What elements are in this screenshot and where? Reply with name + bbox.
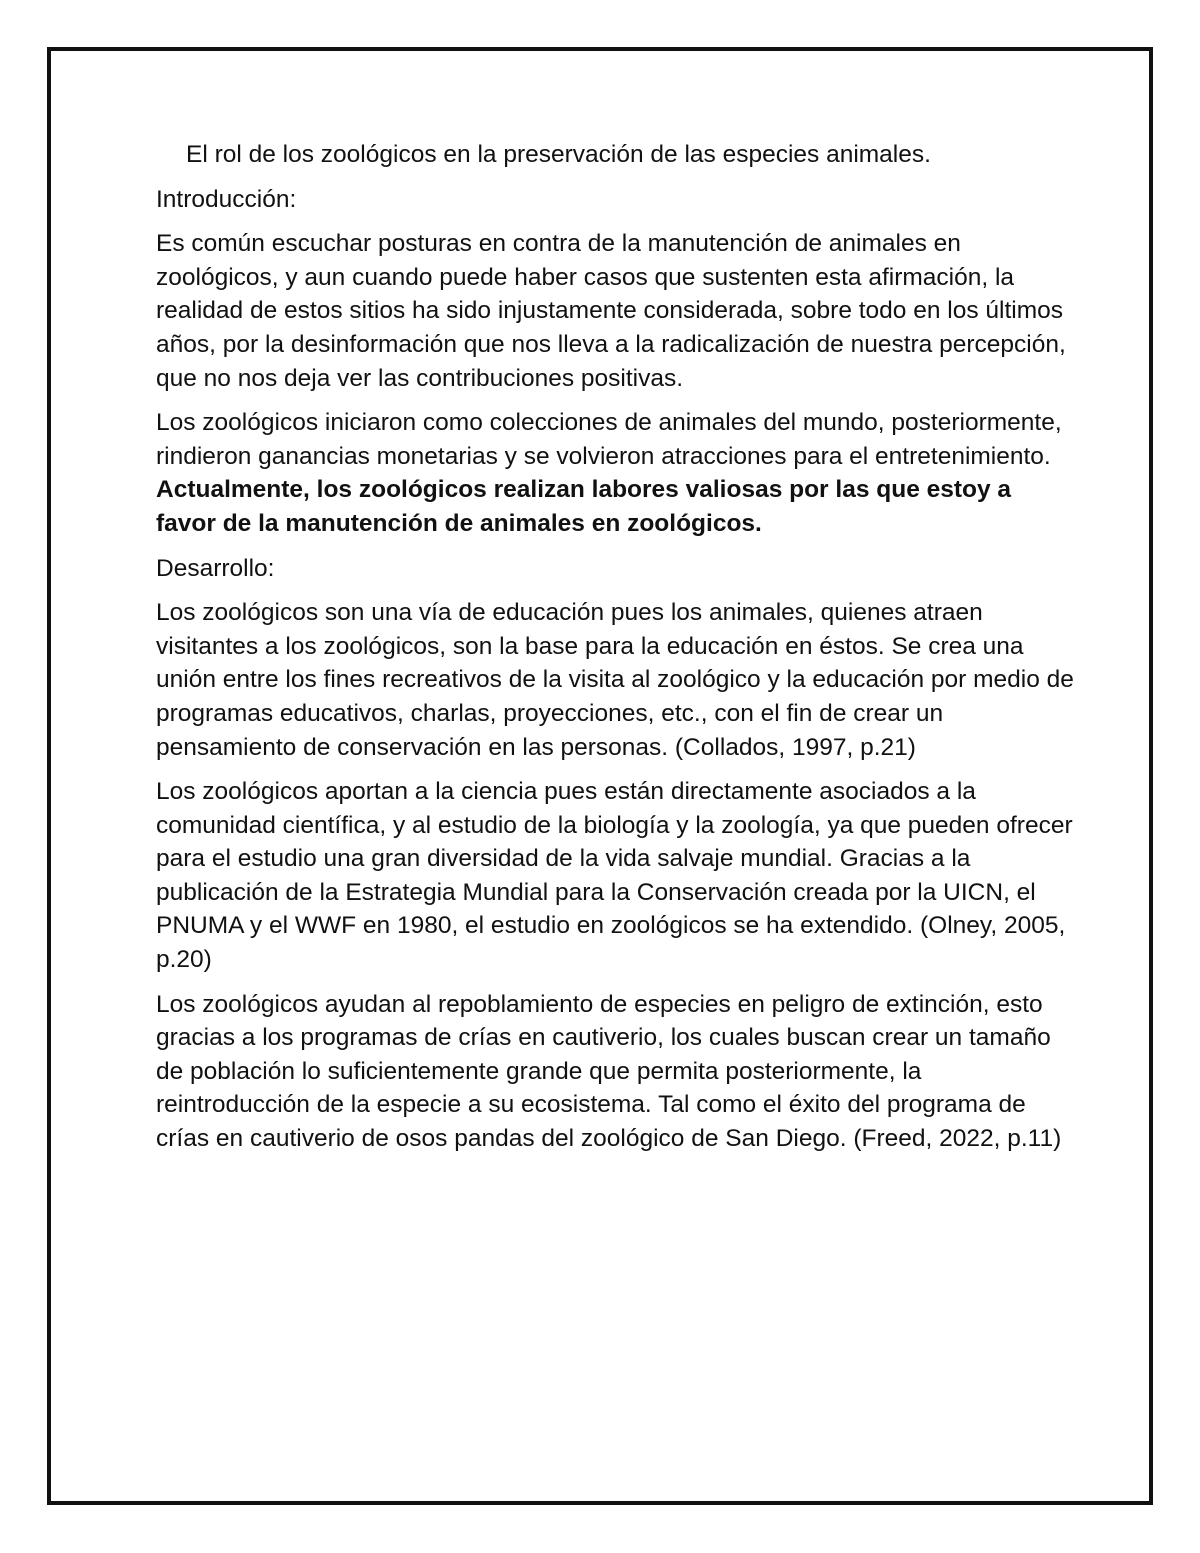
document-body	[156, 138, 1076, 1167]
intro-paragraph-2	[156, 406, 1076, 540]
intro-heading: Introducción:	[156, 185, 297, 213]
intro-paragraph-2-text: Los zoológicos iniciaron como colecciones de animales del mundo, posteriormente, rindieron ganancias monetarias y se volvieron atracciones para el entretenimiento.	[156, 409, 1062, 470]
development-paragraph-3: Los zoológicos ayudan al repoblamiento de especies en peligro de extinción, esto gracias a los programas de crías en cautiverio, los cuales buscan crear un tamaño de población lo suficientemente grande que permita posteriormente, la reintroducción de la especie a su ecosistema. Tal como el éxito del programa de crías en cautiverio de osos pandas del zoológico de San Diego. (Freed, 2022, p.11)	[156, 990, 1062, 1153]
development-heading: Desarrollo:	[156, 554, 275, 582]
intro-paragraph-1: Es común escuchar posturas en contra de la manutención de animales en zoológicos, y aun cuando puede haber casos que sustenten esta afirmación, la realidad de estos sitios ha sido injustamente considerada, sobre todo en los últimos años, por la desinformación que nos lleva a la radicalización de nuestra percepción, que no nos deja ver las contribuciones positivas.	[156, 230, 1066, 392]
development-paragraph-1: Los zoológicos son una vía de educación pues los animales, quienes atraen visitantes a los zoológicos, son la base para la educación en éstos. Se crea una unión entre los fines recreativos de la visita al zoológico y la educación por medio de programas educativos, charlas, proyecciones, etc., con el fin de crear un pensamiento de conservación en las personas. (Collados, 1997, p.21)	[156, 599, 1074, 761]
document-title: El rol de los zoológicos en la preservación de las especies animales.	[186, 141, 931, 168]
thesis-statement: Actualmente, los zoológicos realizan labores valiosas por las que estoy a favor de la manutención de animales en zoológicos.	[156, 476, 1012, 537]
development-paragraph-2: Los zoológicos aportan a la ciencia pues están directamente asociados a la comunidad científica, y al estudio de la biología y la zoología, ya que pueden ofrecer para el estudio una gran diversidad de la vida salvaje mundial. Gracias a la publicación de la Estrategia Mundial para la Conservación creada por la UICN, el PNUMA y el WWF en 1980, el estudio en zoológicos se ha extendido. (Olney, 2005, p.20)	[156, 778, 1073, 974]
